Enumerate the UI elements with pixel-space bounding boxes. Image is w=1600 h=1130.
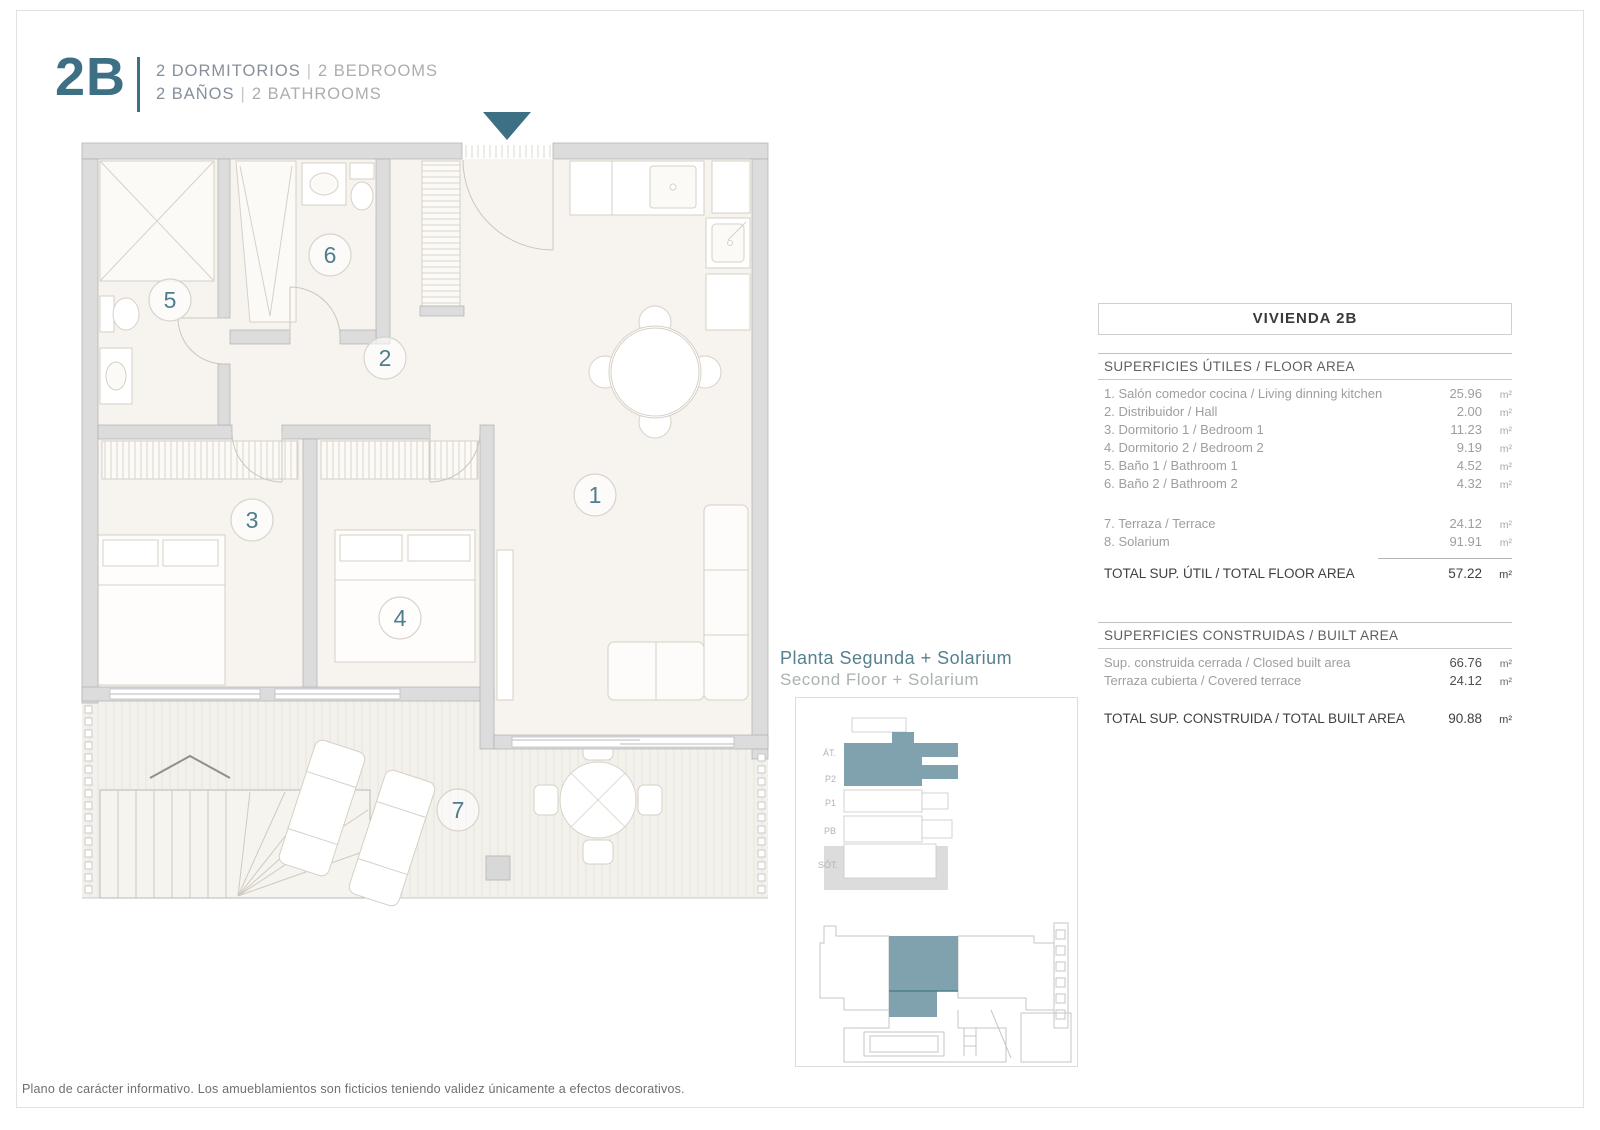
svg-text:5: 5: [163, 287, 177, 313]
entrance-arrow-icon: [483, 112, 531, 140]
disclaimer-text: Plano de carácter informativo. Los amueblamientos son ficticios teniendo validez únicamente a efectos decorativos.: [22, 1082, 685, 1096]
kitchen-counter: [570, 161, 750, 215]
shower-bath1: [100, 161, 214, 281]
separator: |: [306, 62, 313, 80]
built-area-rows: [1098, 649, 1512, 689]
room-label-7: [437, 789, 479, 831]
floor-label-sotano: SÓT.: [817, 860, 838, 870]
entrance-mat: [466, 145, 550, 158]
room-label-1: [574, 474, 616, 516]
keyplan-title: [780, 648, 1012, 690]
total-built-area-row: TOTAL SUP. CONSTRUIDA / TOTAL BUILT AREA 90.88 m²: [1104, 710, 1512, 726]
total-rule: [1378, 558, 1512, 559]
header-divider: [137, 57, 140, 112]
keyplan-title-es: Planta Segunda + Solarium: [780, 648, 1013, 668]
built-area-header: SUPERFICIES CONSTRUIDAS / BUILT AREA: [1098, 622, 1512, 649]
table-row: 6. Baño 2 / Bathroom 2 4.32 m²: [1104, 475, 1512, 491]
toilet-bath1: [100, 296, 139, 332]
bedrooms-line: [156, 60, 438, 83]
svg-text:4: 4: [393, 605, 407, 631]
svg-text:2: 2: [378, 345, 392, 371]
floor-area-header: SUPERFICIES ÚTILES / FLOOR AREA: [1098, 353, 1512, 380]
entry-wardrobe: [422, 161, 460, 306]
table-row: 2. Distribuidor / Hall 2.00 m²: [1104, 403, 1512, 419]
table-row: 4. Dormitorio 2 / Bedroom 2 9.19 m²: [1104, 439, 1512, 455]
building-section: [818, 718, 958, 890]
highlighted-floors: [844, 732, 958, 786]
floor-label-p1: P1: [824, 798, 836, 808]
table-row: 5. Baño 1 / Bathroom 1 4.52 m²: [1104, 457, 1512, 473]
total-floor-area-row: TOTAL SUP. ÚTIL / TOTAL FLOOR AREA 57.22 m²: [1104, 565, 1512, 581]
floor-label-pb: PB: [823, 826, 836, 836]
room-label-2: [364, 337, 406, 379]
kitchen-appliance: [706, 274, 750, 330]
bathrooms-line: [156, 83, 438, 106]
table-row: Terraza cubierta / Covered terrace 24.12 m²: [1104, 672, 1512, 688]
bathrooms-en: 2 BATHROOMS: [251, 85, 382, 103]
closet-bedroom1: [102, 441, 298, 479]
table-row: 8. Solarium 91.91 m²: [1104, 533, 1512, 549]
svg-text:3: 3: [245, 507, 259, 533]
highlighted-unit: [889, 936, 958, 1017]
keyplan-title-en: Second Floor + Solarium: [780, 670, 980, 689]
separator: |: [240, 85, 246, 103]
table-row: 3. Dormitorio 1 / Bedroom 1 11.23 m²: [1104, 421, 1512, 437]
keyplan-diagram: [796, 698, 1075, 1064]
room-label-4: [379, 597, 421, 639]
floor-label-atico: ÁT.: [822, 748, 836, 758]
area-table: [1098, 303, 1512, 727]
header-specs: [156, 60, 438, 106]
table-row: 1. Salón comedor cocina / Living dinning kitchen 25.96 m²: [1104, 385, 1512, 401]
svg-text:7: 7: [451, 797, 465, 823]
table-row: 7. Terraza / Terrace 24.12 m²: [1104, 515, 1512, 531]
floor-area-rows: [1098, 380, 1512, 492]
kitchen-sink: [706, 218, 750, 268]
planter: [486, 856, 510, 880]
table-row: Sup. construida cerrada / Closed built area 66.76 m²: [1104, 654, 1512, 670]
bed-bedroom2: [335, 530, 475, 662]
keyplan-box: [795, 697, 1078, 1067]
svg-text:1: 1: [588, 482, 602, 508]
room-label-5: [149, 279, 191, 321]
room-label-6: [309, 234, 351, 276]
bedrooms-es: 2 DORMITORIOS: [156, 62, 301, 80]
floor-label-p2: P2: [824, 774, 836, 784]
site-plan: [820, 923, 1071, 1062]
unit-code: 2B: [55, 47, 127, 107]
svg-text:6: 6: [323, 242, 337, 268]
floor-plan: [70, 105, 780, 920]
sink-bath1: [100, 348, 132, 404]
bathrooms-es: 2 BAÑOS: [156, 85, 235, 103]
table-title: VIVIENDA 2B: [1098, 303, 1512, 335]
media-unit: [497, 550, 513, 700]
bed-bedroom1: [98, 535, 225, 685]
bedrooms-en: 2 BEDROOMS: [318, 62, 439, 80]
closet-bedroom2: [321, 441, 478, 479]
outdoor-area-rows: [1098, 510, 1512, 550]
sink-bath2: [302, 163, 346, 205]
room-label-3: [231, 499, 273, 541]
toilet-bath2: [350, 163, 374, 210]
